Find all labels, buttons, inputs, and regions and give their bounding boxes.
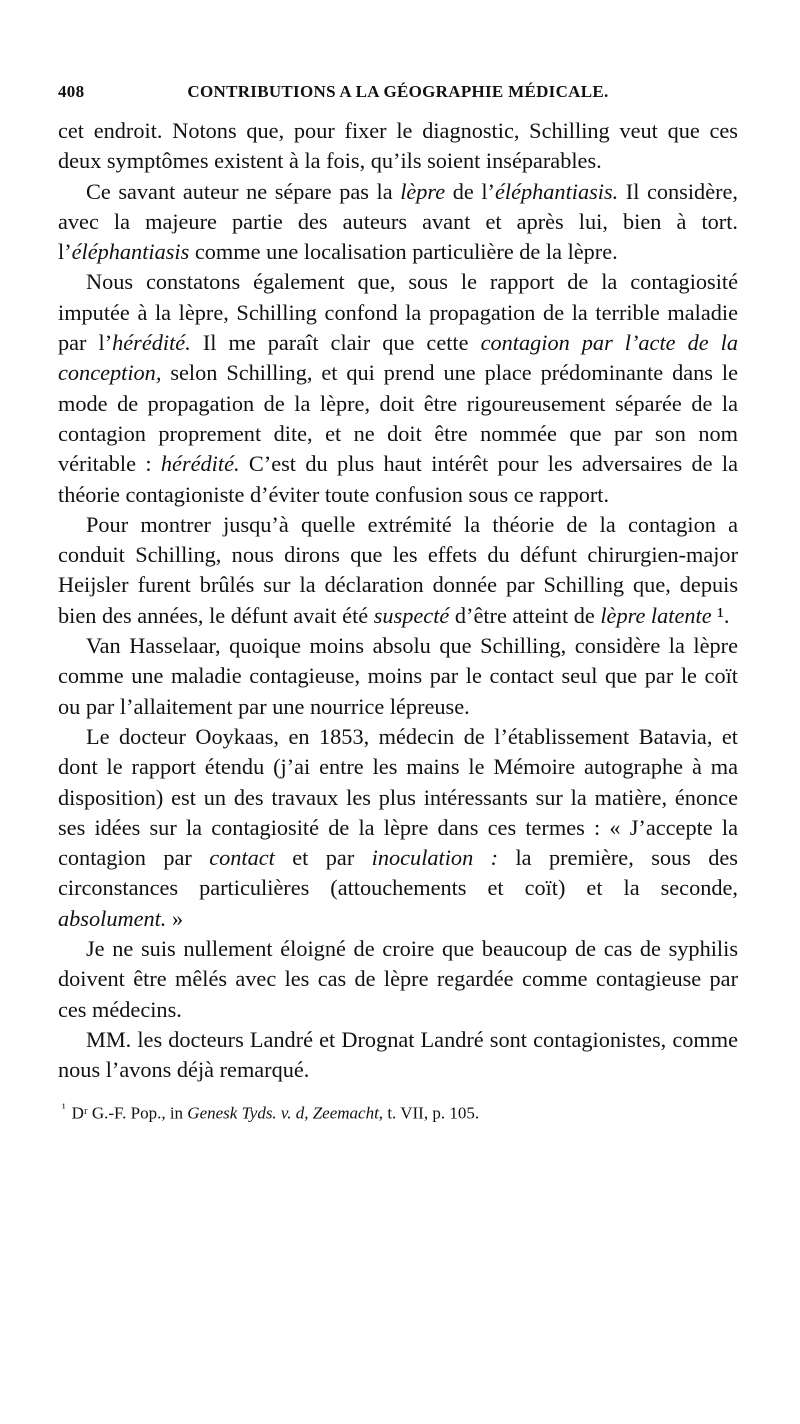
footnote [58,1096,738,1126]
text-run: selon Schilling, et qui prend une place prédominante dans le mode de propagation de la lèpre, doit être rigoureusement séparée de la contagion proprement dite, et ne doit être nommée que par son nom véritable : [58,360,738,477]
text-run: Il considère, avec la majeure partie des auteurs avant et après lui, bien à tort. l’ [58,178,738,265]
paragraph [58,934,738,1025]
italic-text: éléphantiasis [71,239,190,265]
italic-text: contagion par l’acte de la conception, [58,330,739,386]
text-run: Je ne suis nullement éloigné de croire que beaucoup de cas de syphilis doivent être mêlés avec les cas de lèpre regardée comme contagieuse par ces médecins. [58,936,738,1022]
paragraph [58,722,738,934]
text-run: Le docteur Ooykaas, en 1853, médecin de l’établissement Batavia, et dont le rapport étendu (j’ai entre les mains le Mémoire autographe à ma disposition) est un des travaux les plus intéressants sur la matière, énonce ses idées sur la contagiosité de la lèpre dans ces termes : « J’accepte la contagion par [58,723,738,871]
text-run: Van Hasselaar, quoique moins absolu que Schilling, considère la lèpre comme une maladie contagieuse, moins par le contact seul que par le coït ou par l’allaitement par une nourrice lépreuse. [58,633,738,719]
text-run: Nous constatons également que, sous le rapport de la contagiosité imputée à la lèpre, Schilling confond la propagation de la terrible maladie par l’ [58,269,738,356]
text-run: comme une localisation particulière de la lèpre. [189,239,618,265]
text-run: Dʳ G.-F. Pop., in [71,1103,188,1123]
text-run: Ce savant auteur ne sépare pas la [86,178,401,204]
running-header [58,82,738,116]
text-run: Il me paraît clair que cette [190,330,481,356]
paragraph [58,1025,738,1086]
italic-text: contact [209,845,275,871]
page-number: 408 [58,82,85,101]
italic-text: lèpre latente [600,602,712,628]
italic-text: lèpre [400,178,446,204]
footnote-text [72,1103,479,1122]
italic-text: éléphantiasis. [494,178,619,204]
italic-text: inoculation : [371,845,499,871]
text-run: ¹. [711,602,730,628]
footnote-mark: ¹ [62,1100,66,1115]
italic-text: suspecté [373,602,450,628]
text-run: la première, sous des circonstances particulières (attouchements et coït) et la seconde, [58,845,738,901]
paragraph [58,510,738,631]
paragraph [58,177,738,268]
body-text [58,116,738,1086]
text-run: de l’ [445,178,495,204]
italic-text: hérédité. [112,330,191,356]
text-run: et par [274,845,372,871]
italic-text: absolument. [58,905,167,931]
text-run: cet endroit. Notons que, pour fixer le diagnostic, Schilling veut que ces deux symptômes existent à la fois, qu’ils soient inséparables. [58,118,738,174]
text-run: » [166,905,184,931]
paragraph [58,116,738,177]
italic-text: hérédité. [160,451,240,477]
page [58,82,738,1125]
text-run: d’être atteint de [449,602,601,628]
running-title: CONTRIBUTIONS A LA GÉOGRAPHIE MÉDICALE. [187,82,609,101]
paragraph [58,631,738,722]
text-run: MM. les docteurs Landré et Drognat Landré sont contagionistes, comme nous l’avons déjà remarqué. [58,1026,738,1083]
text-run: Pour montrer jusqu’à quelle extrémité la théorie de la contagion a conduit Schilling, nous dirons que les effets du défunt chirurgien-major Heijsler furent brûlés sur la déclaration donnée par Schilling que, depuis bien des années, le défunt avait été [58,511,738,628]
text-run: C’est du plus haut intérêt pour les adversaires de la théorie contagioniste d’éviter toute confusion sous ce rapport. [58,451,739,507]
italic-text: Genesk Tyds. v. d, Zeemacht, [187,1103,384,1123]
paragraph [58,267,738,509]
text-run: t. VII, p. 105. [383,1103,480,1123]
